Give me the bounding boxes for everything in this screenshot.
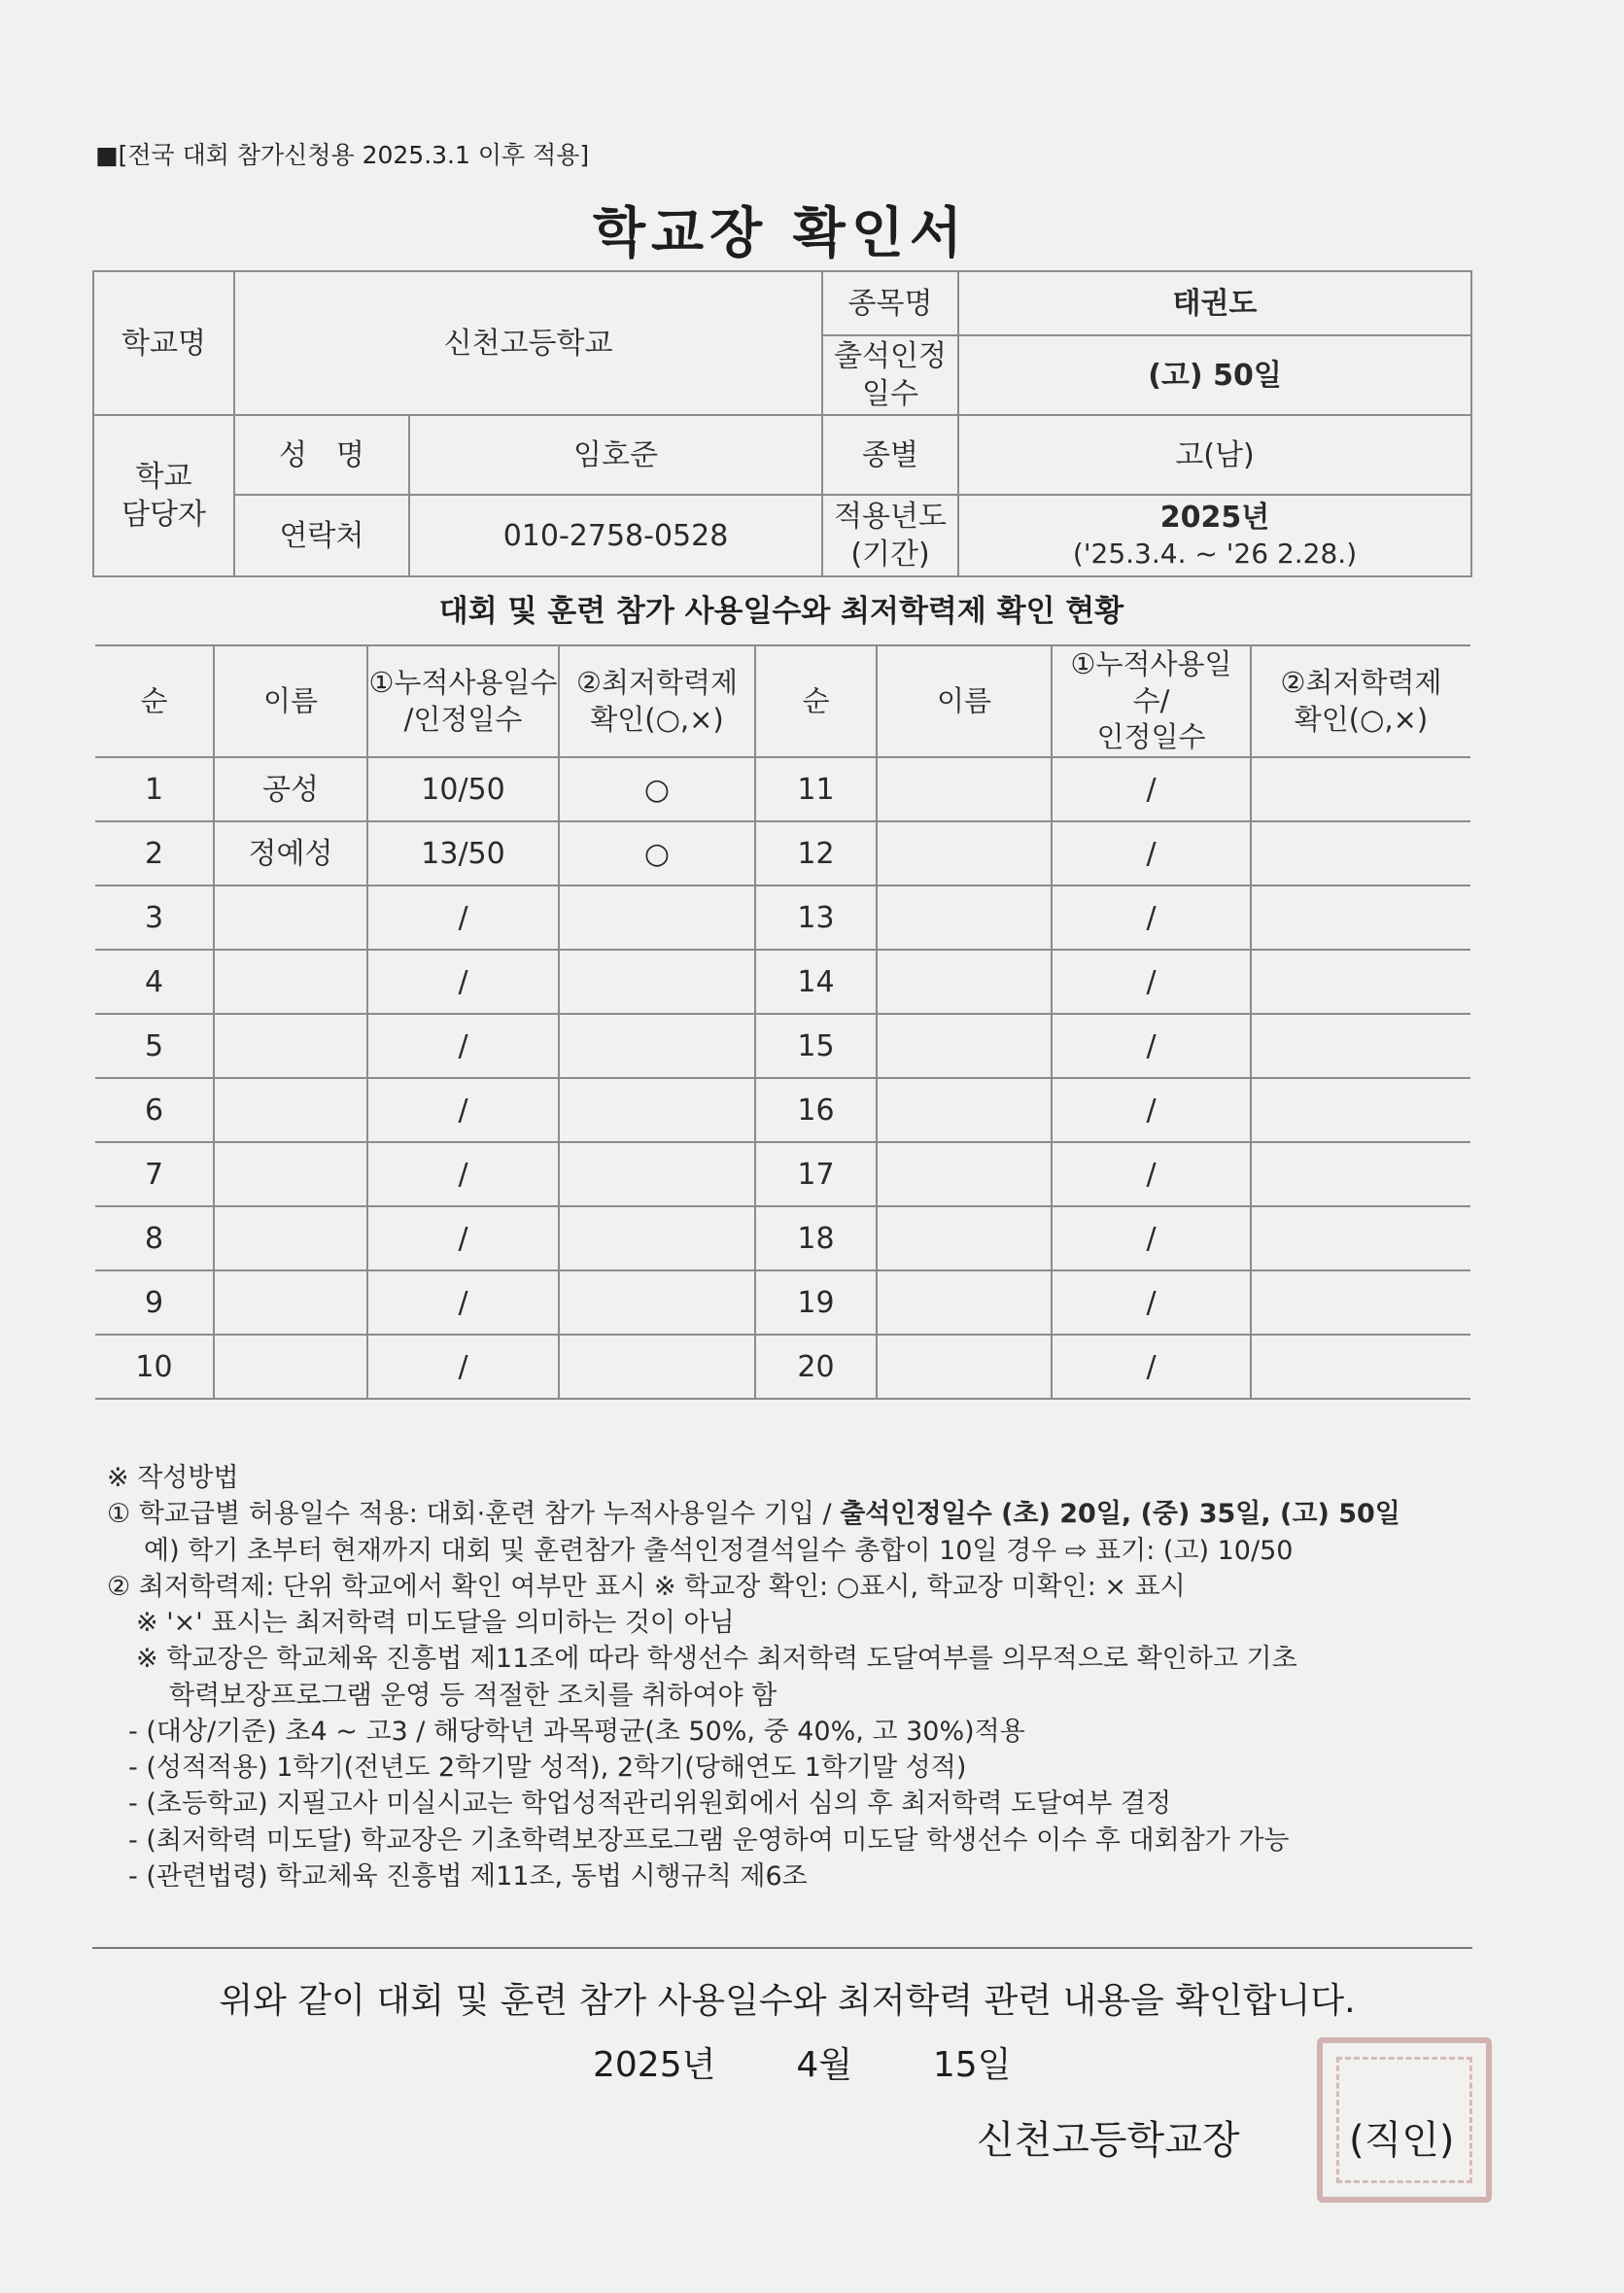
table-row	[95, 1142, 1470, 1206]
row-min-check	[559, 1270, 755, 1335]
row-min-check	[1251, 886, 1470, 950]
header-days-left: ①누적사용일수 /인정일수	[367, 645, 559, 757]
row-name: 정예성	[214, 821, 367, 886]
header-min-right: ②최저학력제 확인(○,×)	[1251, 645, 1470, 757]
instruction-2-note-b: ※ 학교장은 학교체육 진흥법 제11조에 따라 학생선수 최저학력 도달여부를 의무적으로 확인하고 기초	[136, 1644, 1297, 1675]
row-name	[214, 1014, 367, 1078]
row-min-check	[1251, 1142, 1470, 1206]
attendance-table	[95, 644, 1470, 1400]
row-days: /	[367, 1078, 559, 1142]
row-no: 16	[755, 1078, 877, 1142]
row-days: /	[367, 1142, 559, 1206]
row-days: /	[1052, 821, 1251, 886]
contact-label: 연락처	[234, 495, 409, 576]
row-days: /	[367, 1014, 559, 1078]
row-days: /	[1052, 1335, 1251, 1399]
row-no: 19	[755, 1270, 877, 1335]
header-days-right: ①누적사용일수/ 인정일수	[1052, 645, 1251, 757]
name-value: 임호준	[409, 415, 822, 495]
row-name	[214, 1206, 367, 1270]
row-name	[877, 821, 1052, 886]
row-min-check	[1251, 950, 1470, 1014]
row-name	[214, 1270, 367, 1335]
attendance-days-value: (고) 50일	[958, 335, 1471, 415]
row-min-check	[1251, 821, 1470, 886]
staff-label: 학교 담당자	[93, 415, 234, 576]
header-name-left: 이름	[214, 645, 367, 757]
year-label: 적용년도 (기간)	[822, 495, 958, 576]
row-no: 6	[95, 1078, 214, 1142]
row-min-check: ○	[559, 757, 755, 821]
row-days: /	[367, 1270, 559, 1335]
row-days: /	[1052, 1078, 1251, 1142]
table-row	[95, 950, 1470, 1014]
row-no: 4	[95, 950, 214, 1014]
row-no: 18	[755, 1206, 877, 1270]
row-name	[877, 1335, 1052, 1399]
row-no: 14	[755, 950, 877, 1014]
name-label: 성 명	[234, 415, 409, 495]
date-month: 4월	[796, 2045, 852, 2085]
row-name	[877, 1270, 1052, 1335]
row-min-check	[1251, 757, 1470, 821]
row-no: 11	[755, 757, 877, 821]
row-days: /	[367, 886, 559, 950]
row-no: 2	[95, 821, 214, 886]
row-days: /	[1052, 1206, 1251, 1270]
year-value: 2025년 ('25.3.4. ~ '26 2.28.)	[958, 495, 1471, 576]
row-min-check	[1251, 1206, 1470, 1270]
detail-target: - (대상/기준) 초4 ~ 고3 / 해당학년 과목평균(초 50%, 중 40%, 고 30%)적용	[128, 1716, 1025, 1747]
table-row	[95, 886, 1470, 950]
row-name	[877, 1206, 1052, 1270]
header-no-right: 순	[755, 645, 877, 757]
row-min-check	[1251, 1014, 1470, 1078]
contact-value: 010-2758-0528	[409, 495, 822, 576]
instruction-2: ② 최저학력제: 단위 학교에서 확인 여부만 표시 ※ 학교장 확인: ○표시, 학교장 미확인: × 표시	[107, 1571, 1186, 1602]
confirmation-statement: 위와 같이 대회 및 훈련 참가 사용일수와 최저학력 관련 내용을 확인합니다.	[219, 1981, 1356, 2021]
row-name	[877, 950, 1052, 1014]
row-no: 12	[755, 821, 877, 886]
instruction-1: ① 학교급별 허용일수 적용: 대회·훈련 참가 누적사용일수 기입 / 출석인정일수 (초) 20일, (중) 35일, (고) 50일	[107, 1499, 1400, 1530]
header-min-left: ②최저학력제 확인(○,×)	[559, 645, 755, 757]
row-days: /	[367, 950, 559, 1014]
row-min-check: ○	[559, 821, 755, 886]
row-name	[214, 1335, 367, 1399]
row-no: 5	[95, 1014, 214, 1078]
application-note: ■[전국 대회 참가신청용 2025.3.1 이후 적용]	[95, 141, 590, 169]
row-name	[877, 886, 1052, 950]
row-name	[214, 1142, 367, 1206]
instruction-2-note-b-cont: 학력보장프로그램 운영 등 적절한 조치를 취하여야 함	[169, 1680, 777, 1711]
instructions-heading: ※ 작성방법	[107, 1463, 239, 1493]
section-title: 대회 및 훈련 참가 사용일수와 최저학력제 확인 현황	[438, 594, 1124, 629]
row-no: 8	[95, 1206, 214, 1270]
row-name: 공성	[214, 757, 367, 821]
row-name	[877, 757, 1052, 821]
table-row	[95, 821, 1470, 886]
principal-name: 신천고등학교장	[977, 2118, 1240, 2163]
row-name	[877, 1078, 1052, 1142]
instruction-1-example: 예) 학기 초부터 현재까지 대회 및 훈련참가 출석인정결석일수 총합이 10일 경우 ⇨ 표기: (고) 10/50	[144, 1535, 1294, 1566]
seal-label: (직인)	[1349, 2118, 1455, 2163]
table-row	[95, 1014, 1470, 1078]
header-no-left: 순	[95, 645, 214, 757]
info-table	[92, 270, 1472, 577]
row-min-check	[559, 950, 755, 1014]
row-days: /	[1052, 1270, 1251, 1335]
row-no: 10	[95, 1335, 214, 1399]
table-row	[95, 757, 1470, 821]
category-label: 종별	[822, 415, 958, 495]
sport-label: 종목명	[822, 271, 958, 335]
row-days: /	[1052, 1014, 1251, 1078]
row-min-check	[559, 1142, 755, 1206]
row-no: 7	[95, 1142, 214, 1206]
row-min-check	[559, 1014, 755, 1078]
row-min-check	[559, 886, 755, 950]
detail-grades: - (성적적용) 1학기(전년도 2학기말 성적), 2학기(당해연도 1학기말 성적)	[128, 1753, 967, 1783]
attendance-days-label: 출석인정 일수	[822, 335, 958, 415]
row-no: 20	[755, 1335, 877, 1399]
table-row	[95, 1078, 1470, 1142]
row-days: /	[367, 1206, 559, 1270]
table-header-row	[95, 645, 1470, 757]
category-value: 고(남)	[958, 415, 1471, 495]
table-row	[95, 1270, 1470, 1335]
instruction-2-note-a: ※ '×' 표시는 최저학력 미도달을 의미하는 것이 아님	[136, 1608, 735, 1638]
row-no: 3	[95, 886, 214, 950]
row-name	[214, 950, 367, 1014]
detail-not-reached: - (최저학력 미도달) 학교장은 기초학력보장프로그램 운영하여 미도달 학생선수 이수 후 대회참가 가능	[128, 1824, 1290, 1856]
document-title: 학교장 확인서	[592, 202, 969, 265]
row-min-check	[1251, 1335, 1470, 1399]
row-days: /	[1052, 757, 1251, 821]
detail-elementary: - (초등학교) 지필고사 미실시교는 학업성적관리위원회에서 심의 후 최저학력 도달여부 결정	[128, 1789, 1172, 1820]
row-min-check	[559, 1206, 755, 1270]
row-no: 13	[755, 886, 877, 950]
row-name	[214, 886, 367, 950]
header-name-right: 이름	[877, 645, 1052, 757]
signature-date	[593, 2037, 1012, 2087]
instructions	[107, 1460, 1487, 1894]
row-no: 15	[755, 1014, 877, 1078]
date-day: 15일	[932, 2045, 1012, 2085]
divider	[92, 1947, 1472, 1949]
sport-value: 태권도	[958, 271, 1471, 335]
table-row	[95, 1335, 1470, 1399]
row-days: /	[1052, 886, 1251, 950]
date-year: 2025년	[593, 2045, 716, 2085]
row-name	[877, 1142, 1052, 1206]
row-days: 13/50	[367, 821, 559, 886]
row-no: 1	[95, 757, 214, 821]
table-row	[95, 1206, 1470, 1270]
row-name	[214, 1078, 367, 1142]
row-min-check	[559, 1078, 755, 1142]
school-label: 학교명	[93, 271, 234, 415]
school-value: 신천고등학교	[234, 271, 822, 415]
row-days: 10/50	[367, 757, 559, 821]
row-no: 9	[95, 1270, 214, 1335]
row-days: /	[1052, 1142, 1251, 1206]
row-no: 17	[755, 1142, 877, 1206]
row-days: /	[1052, 950, 1251, 1014]
row-min-check	[559, 1335, 755, 1399]
row-min-check	[1251, 1270, 1470, 1335]
row-name	[877, 1014, 1052, 1078]
row-min-check	[1251, 1078, 1470, 1142]
row-days: /	[367, 1335, 559, 1399]
detail-law: - (관련법령) 학교체육 진흥법 제11조, 동법 시행규칙 제6조	[128, 1860, 808, 1892]
